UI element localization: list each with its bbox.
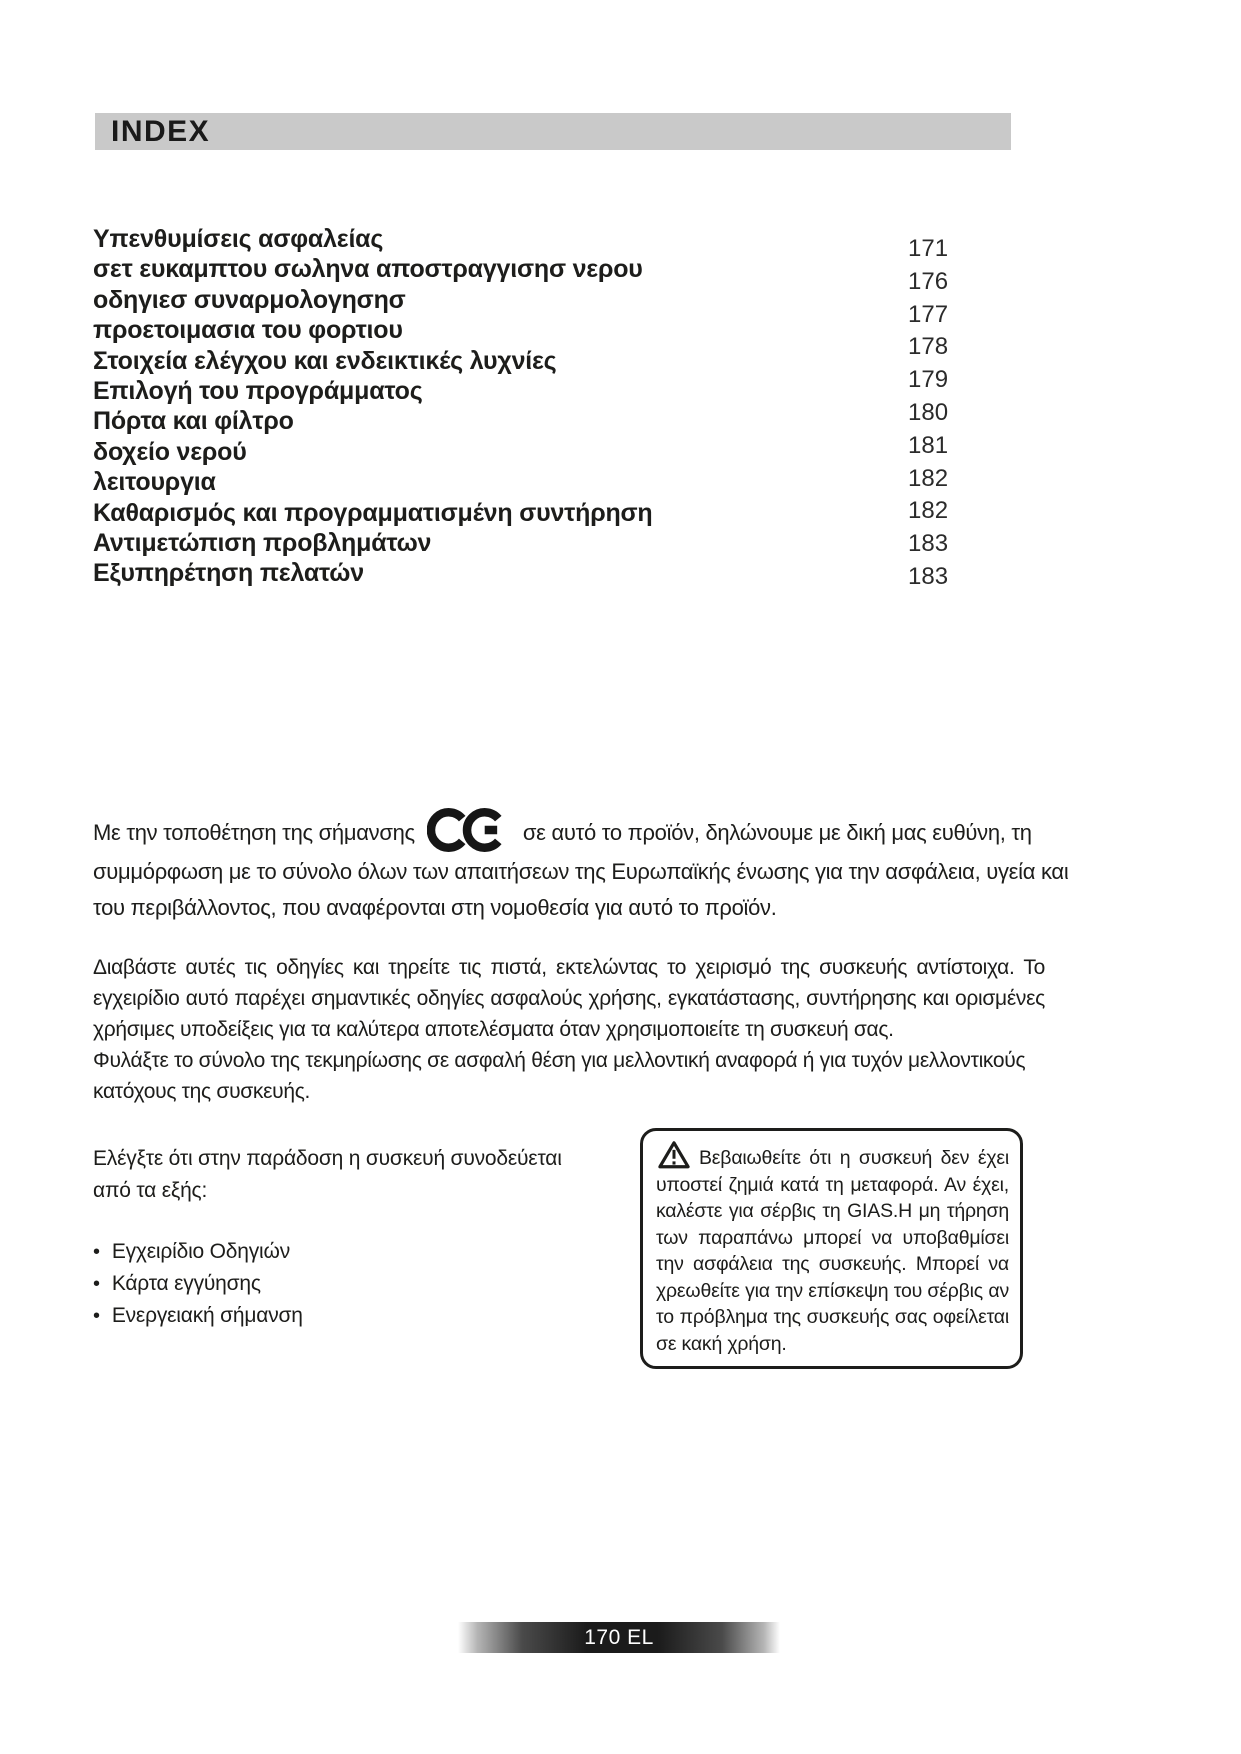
toc-title: Πόρτα και φίλτρο (93, 407, 294, 436)
bullet-icon: • (93, 1273, 100, 1295)
toc-title: Υπενθυμίσεις ασφαλείας (93, 225, 384, 253)
toc-title: δοχείο νερού (93, 437, 247, 466)
delivery-intro: Ελέγξτε ότι στην παράδοση η συσκευή συνοδεύεται από τα εξής: (93, 1147, 562, 1202)
toc-title: λειτουργια (93, 468, 216, 497)
ce-mark-icon (427, 806, 507, 854)
toc-title: Αντιμετώπιση προβλημάτων (93, 529, 432, 558)
list-item (93, 1236, 593, 1268)
ce-text-before: Με την τοποθέτηση της σήμανσης (93, 820, 415, 845)
toc-page-number: 171 (908, 235, 949, 262)
index-header (95, 113, 1011, 150)
toc-page-number: 182 (908, 464, 949, 492)
toc-page-number: 180 (908, 398, 949, 426)
list-item-label: Ενεργειακή σήμανση (111, 1304, 303, 1327)
toc-title: Εξυπηρέτηση πελατών (93, 559, 364, 588)
keep-documentation-paragraph: Φυλάξτε το σύνολο της τεκμηρίωσης σε ασφαλή θέση για μελλοντική αναφορά ή για τυχόν μελλοντικούς κατόχους της συσκευής. (93, 1049, 1026, 1103)
toc-page-number: 183 (908, 530, 949, 558)
toc-page-number: 183 (908, 562, 949, 590)
toc-page-number: 179 (908, 366, 949, 394)
ce-text-after: σε αυτό το προϊόν, δηλώνουμε με δική μας ευθύνη, τη συμμόρφωση με το σύνολο όλων των απαιτήσεων της Ευρωπαϊκής ένωσης για την ασφάλεια, υγεία και του περιβάλλοντος, που αναφέρονται στη νομοθεσία για αυτό το προϊόν. (93, 820, 1069, 920)
list-item-label: Κάρτα εγγύησης (111, 1272, 261, 1295)
read-instructions-paragraph: Διαβάστε αυτές τις οδηγίες και τηρείτε τις πιστά, εκτελώντας το χειρισμό της συσκευής αντίστοιχα. Το εγχειρίδιο αυτό παρέχει σημαντικές οδηγίες ασφαλούς χρήσης, εγκατάστασης, συντήρησης και ορισμένες χρήσιμες υποδείξεις για τα καλύτερα αποτελέσματα όταν χρησιμοποιείτε τη συσκευή σας. (93, 956, 1045, 1041)
toc-page-number: 178 (908, 333, 949, 361)
warning-text: Βεβαιωθείτε ότι η συσκευή δεν έχει υποστεί ζημιά κατά τη μεταφορά. Αν έχει, καλέστε για σέρβις τη GIAS.Η μη τήρηση των παραπάνω μπορεί να υποβαθμίσει την ασφάλεια της συσκευής. Μπορεί να χρεωθείτε για την επίσκεψη του σέρβις αν το πρόβλημα της συσκευής σας οφείλεται σε κακή χρήση. (656, 1147, 1009, 1355)
list-item (93, 1300, 593, 1332)
toc-title: οδηγιεσ συναρμολογησησ (93, 285, 406, 314)
warning-box (640, 1128, 1023, 1369)
toc-title: προετοιμασια του φορτιου (93, 316, 403, 345)
ce-declaration-paragraph (93, 806, 1083, 926)
delivery-checklist (93, 1143, 593, 1332)
delivery-items (93, 1236, 593, 1332)
toc-page-number: 182 (908, 497, 949, 525)
bullet-icon: • (93, 1305, 100, 1327)
toc-page-number: 181 (908, 431, 949, 459)
toc-titles-column (93, 224, 893, 589)
footer-page-badge (458, 1622, 780, 1653)
toc-title: Στοιχεία ελέγχου και ενδεικτικές λυχνίες (93, 346, 557, 375)
instructions-paragraphs (93, 952, 1045, 1107)
toc-title: Επιλογή του προγράμματος (93, 377, 423, 406)
warning-triangle-icon (656, 1140, 692, 1170)
toc-page-number: 177 (908, 300, 949, 328)
toc-page-number: 176 (908, 267, 949, 295)
bullet-icon: • (93, 1241, 100, 1263)
toc-pages-column (908, 233, 988, 594)
footer-page-label: 170 EL (584, 1625, 654, 1649)
page-title: INDEX (111, 114, 211, 148)
list-item-label: Εγχειρίδιο Οδηγιών (111, 1240, 291, 1263)
list-item (93, 1268, 593, 1300)
toc-title: Καθαρισμός και προγραμματισμένη συντήρηση (93, 498, 653, 527)
toc-title: σετ ευκαμπτου σωληνα αποστραγγισησ νερου (93, 255, 643, 284)
